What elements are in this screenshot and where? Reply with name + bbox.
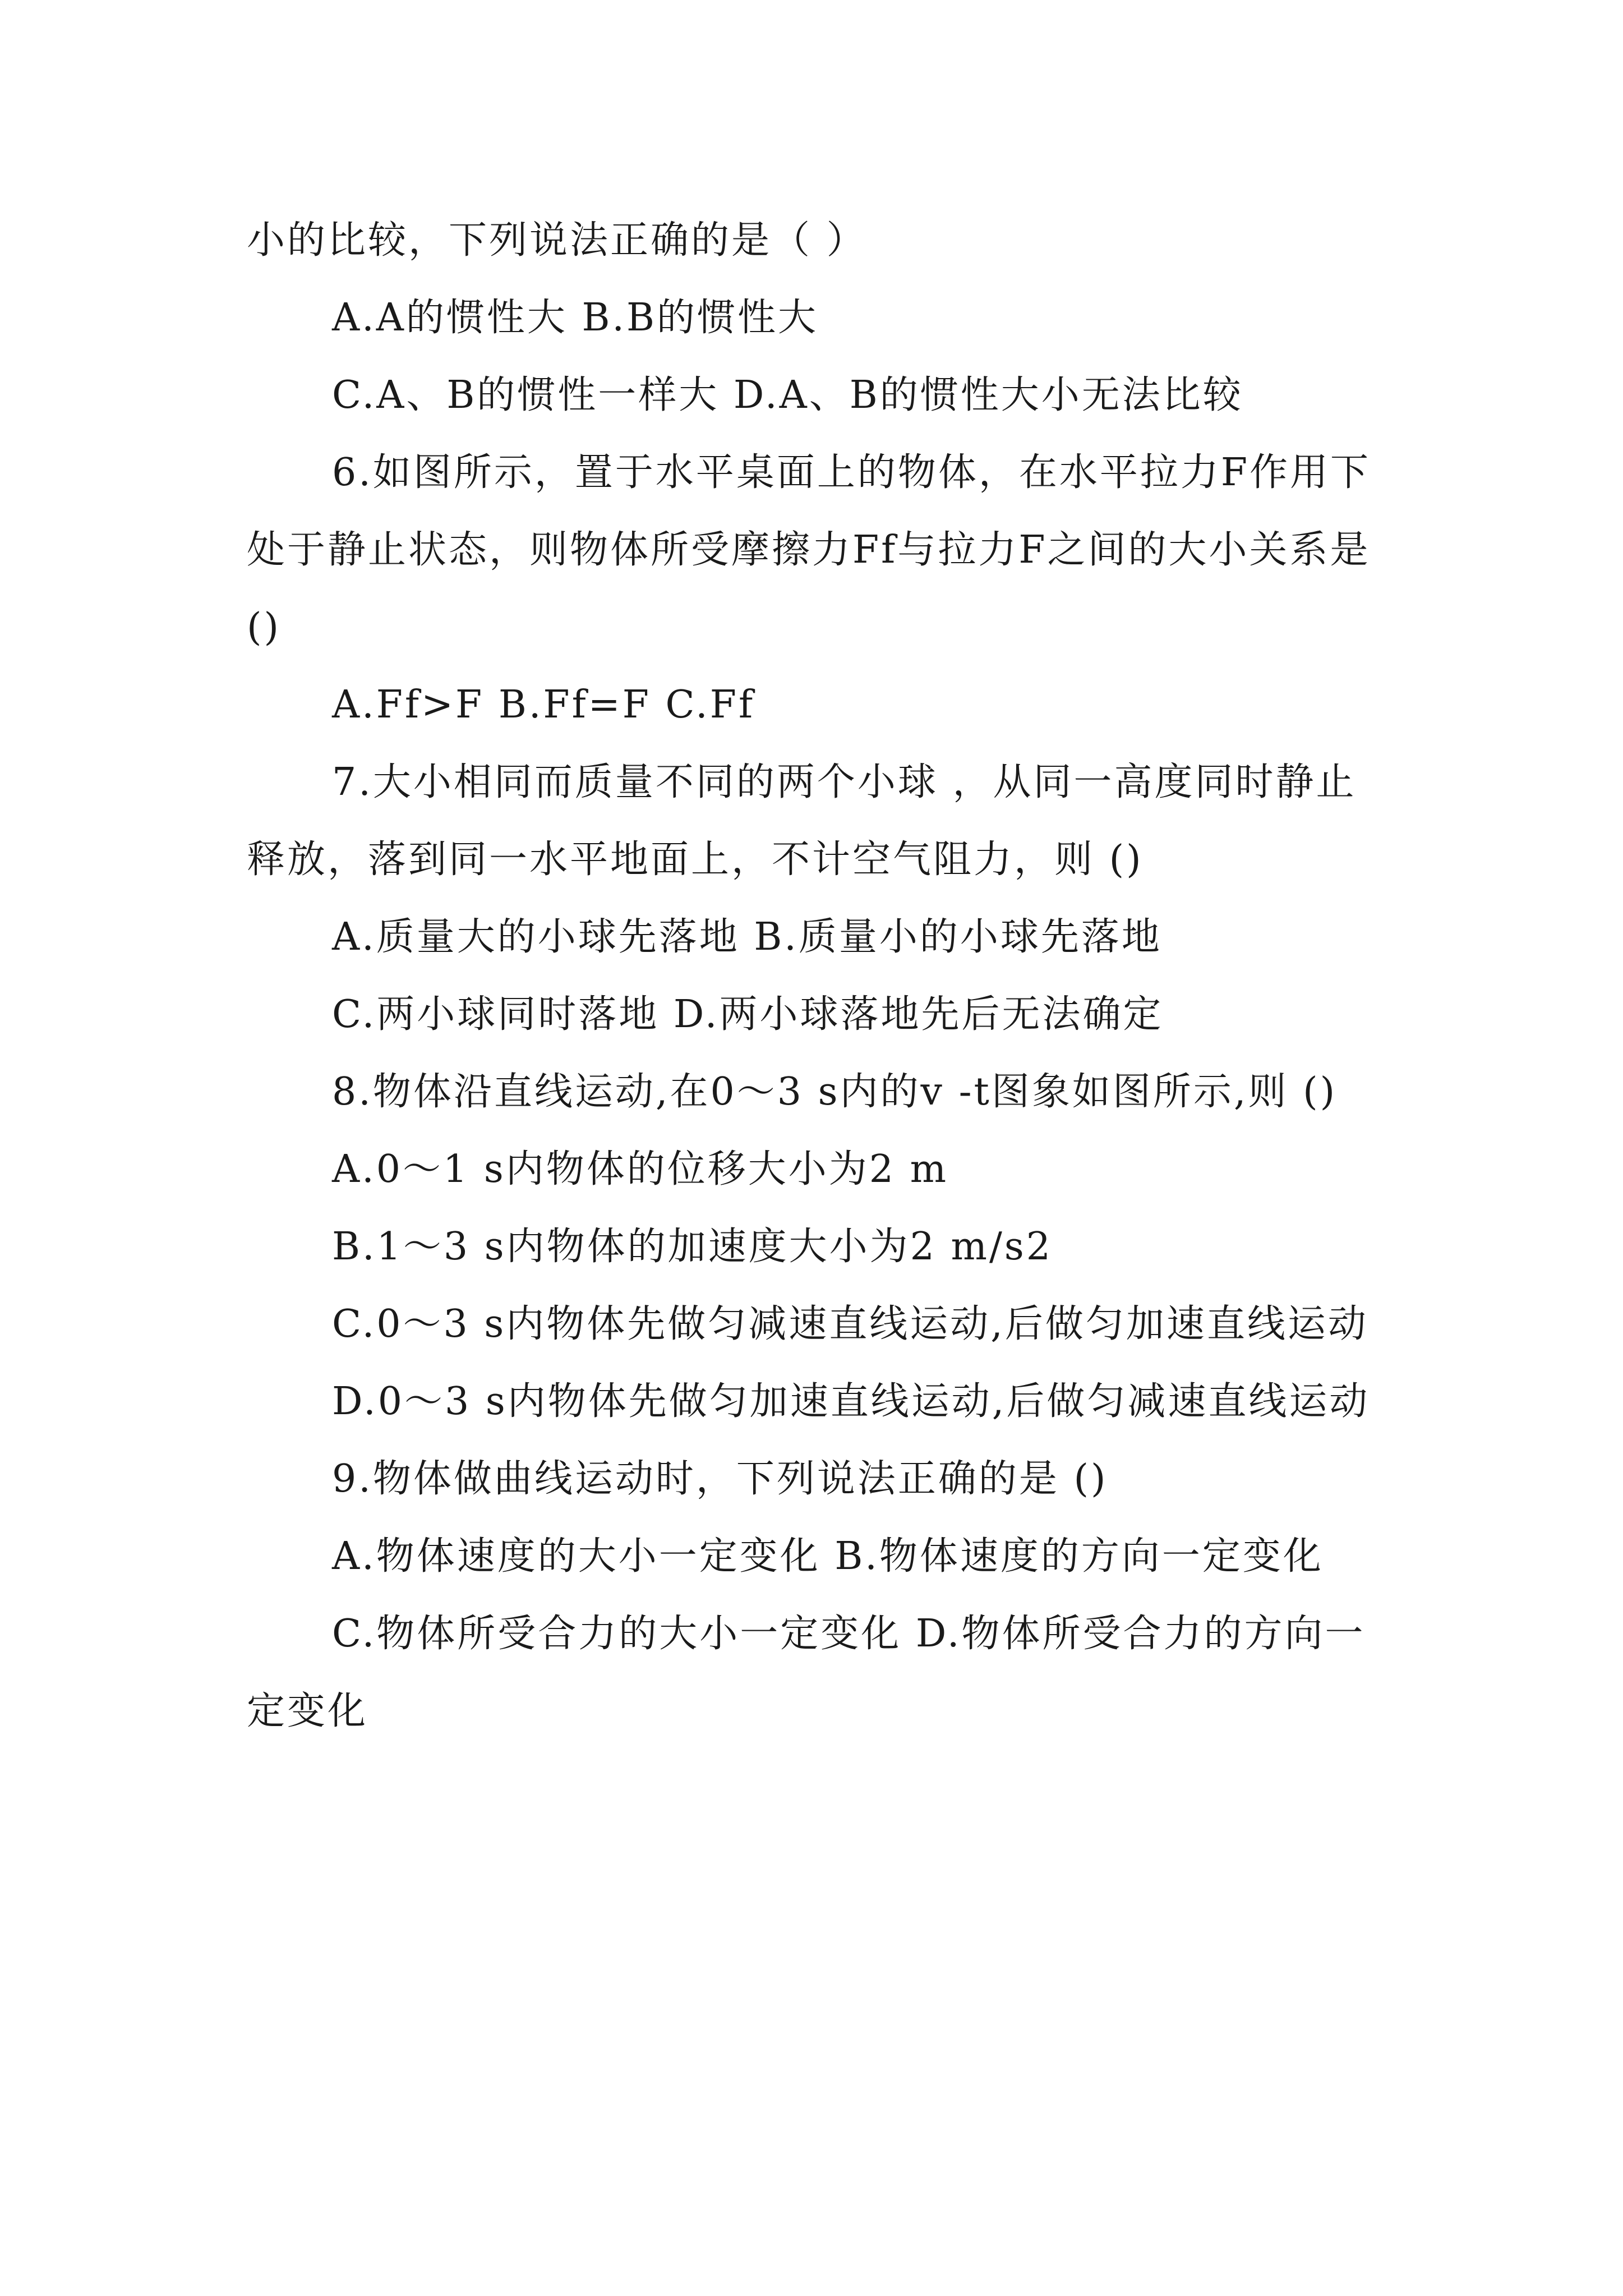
paragraph-question5-stem-end: 小的比较，下列说法正确的是（ ）: [247, 218, 867, 263]
document-body: [247, 202, 1391, 1750]
paragraph-question8-stem: 8.物体沿直线运动,在0～3 s内的v -t图象如图所示,则 (): [332, 1070, 1338, 1114]
paragraph-question9-options-cd: C.物体所受合力的大小一定变化 D.物体所受合力的方向一定变化: [247, 1612, 1366, 1733]
paragraph-question7-options-ab: A.质量大的小球先落地 B.质量小的小球先落地: [332, 915, 1162, 959]
paragraph-question8-option-b: B.1～3 s内物体的加速度大小为2 m/s2: [332, 1225, 1053, 1269]
paragraph-question9-stem: 9.物体做曲线运动时，下列说法正确的是 (): [332, 1457, 1108, 1501]
paragraph-question7-options-cd: C.两小球同时落地 D.两小球落地先后无法确定: [332, 992, 1164, 1037]
paragraph-question9-options-ab: A.物体速度的大小一定变化 B.物体速度的方向一定变化: [332, 1534, 1324, 1579]
paragraph-question8-option-c: C.0～3 s内物体先做匀减速直线运动,后做匀加速直线运动: [332, 1302, 1368, 1346]
paragraph-question5-options-ab: A.A的惯性大 B.B的惯性大: [332, 296, 819, 340]
paragraph-question6-stem: 6.如图所示，置于水平桌面上的物体，在水平拉力F作用下处于静止状态，则物体所受摩擦力Ff与拉力F之间的大小关系是 (): [247, 450, 1371, 650]
paragraph-question7-stem: 7.大小相同而质量不同的两个小球 ，从同一高度同时静止释放，落到同一水平地面上，不计空气阻力，则 (): [247, 760, 1357, 882]
paragraph-question8-option-a: A.0～1 s内物体的位移大小为2 m: [332, 1147, 949, 1191]
paragraph-question5-options-cd: C.A、B的惯性一样大 D.A、B的惯性大小无法比较: [332, 373, 1243, 417]
paragraph-question8-option-d: D.0～3 s内物体先做匀加速直线运动,后做匀减速直线运动: [332, 1379, 1370, 1424]
paragraph-question6-options: A.Ff>F B.Ff=F C.Ff: [332, 683, 755, 727]
